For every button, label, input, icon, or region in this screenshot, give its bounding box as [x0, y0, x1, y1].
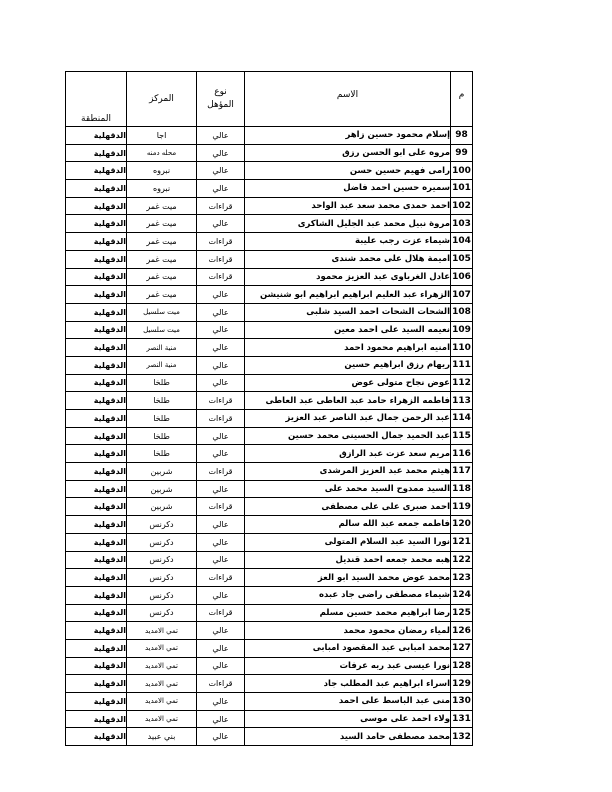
row-name: شيماء عزت رجب عليبة — [245, 233, 451, 251]
row-qualification: عالي — [197, 162, 245, 180]
row-qualification: عالي — [197, 339, 245, 357]
table-row — [66, 657, 473, 675]
row-center: تمي الامديد — [127, 639, 197, 657]
row-name: هيثم محمد عبد العزيز المرشدى — [245, 463, 451, 481]
row-qualification: عالي — [197, 427, 245, 445]
row-name: سميره حسين احمد فاضل — [245, 180, 451, 198]
row-qualification: قراءات — [197, 410, 245, 428]
row-qualification: عالي — [197, 622, 245, 640]
table-row — [66, 480, 473, 498]
row-center: شربين — [127, 480, 197, 498]
row-index: 111 — [451, 356, 473, 374]
row-center: محله دمنه — [127, 144, 197, 162]
row-index: 107 — [451, 286, 473, 304]
row-index: 125 — [451, 604, 473, 622]
row-center: ميت غمر — [127, 250, 197, 268]
row-qualification: عالي — [197, 127, 245, 145]
row-name: منى عبد الباسط على احمد — [245, 693, 451, 711]
row-name: شيماء مصطفى راضى جاد عبده — [245, 586, 451, 604]
row-center: ميت سلسيل — [127, 303, 197, 321]
row-center: ميت غمر — [127, 233, 197, 251]
row-region: الدقهلية — [66, 321, 127, 339]
row-qualification: قراءات — [197, 604, 245, 622]
row-name: فاطمه جمعه عبد الله سالم — [245, 516, 451, 534]
row-region: الدقهلية — [66, 463, 127, 481]
table-row — [66, 693, 473, 711]
table-row — [66, 356, 473, 374]
row-center: تمي الامديد — [127, 693, 197, 711]
row-center: شربين — [127, 498, 197, 516]
row-region: الدقهلية — [66, 604, 127, 622]
row-center: نبروه — [127, 162, 197, 180]
row-qualification: قراءات — [197, 569, 245, 587]
row-index: 117 — [451, 463, 473, 481]
row-region: الدقهلية — [66, 144, 127, 162]
row-center: ميت غمر — [127, 268, 197, 286]
row-qualification: عالي — [197, 215, 245, 233]
row-region: الدقهلية — [66, 569, 127, 587]
row-center: منية النصر — [127, 339, 197, 357]
row-center: دكرنس — [127, 516, 197, 534]
table-row — [66, 604, 473, 622]
row-region: الدقهلية — [66, 162, 127, 180]
row-region: الدقهلية — [66, 233, 127, 251]
row-region: الدقهلية — [66, 127, 127, 145]
row-name: مريم سعد عزت عبد الرازق — [245, 445, 451, 463]
row-center: تمي الامديد — [127, 710, 197, 728]
row-qualification: عالي — [197, 480, 245, 498]
header-qualification: نوع المؤهل — [197, 72, 245, 127]
row-index: 121 — [451, 533, 473, 551]
row-name: مروة نبيل محمد عبد الجليل الشاكرى — [245, 215, 451, 233]
row-region: الدقهلية — [66, 339, 127, 357]
table-row — [66, 586, 473, 604]
row-qualification: عالي — [197, 551, 245, 569]
table-row — [66, 710, 473, 728]
row-region: الدقهلية — [66, 215, 127, 233]
row-qualification: عالي — [197, 728, 245, 746]
row-name: محمد عوض محمد السيد ابو العز — [245, 569, 451, 587]
row-region: الدقهلية — [66, 586, 127, 604]
row-qualification: عالي — [197, 144, 245, 162]
row-region: الدقهلية — [66, 374, 127, 392]
row-center: ميت غمر — [127, 286, 197, 304]
row-center: بني عبيد — [127, 728, 197, 746]
row-region: الدقهلية — [66, 728, 127, 746]
table-row — [66, 463, 473, 481]
row-region: الدقهلية — [66, 180, 127, 198]
row-qualification: عالي — [197, 286, 245, 304]
row-center: تمي الامديد — [127, 622, 197, 640]
row-center: تمي الامديد — [127, 657, 197, 675]
row-qualification: قراءات — [197, 233, 245, 251]
row-center: دكرنس — [127, 604, 197, 622]
row-index: 102 — [451, 197, 473, 215]
row-region: الدقهلية — [66, 516, 127, 534]
row-region: الدقهلية — [66, 392, 127, 410]
table-row — [66, 197, 473, 215]
table-row — [66, 303, 473, 321]
row-region: الدقهلية — [66, 551, 127, 569]
table-row — [66, 533, 473, 551]
row-name: نعيمه السيد على احمد معين — [245, 321, 451, 339]
row-index: 100 — [451, 162, 473, 180]
row-region: الدقهلية — [66, 303, 127, 321]
row-center: دكرنس — [127, 586, 197, 604]
table-row — [66, 215, 473, 233]
row-index: 109 — [451, 321, 473, 339]
table-row — [66, 728, 473, 746]
table-row — [66, 622, 473, 640]
row-index: 130 — [451, 693, 473, 711]
row-region: الدقهلية — [66, 622, 127, 640]
row-center: طلخا — [127, 410, 197, 428]
row-qualification: قراءات — [197, 463, 245, 481]
row-index: 105 — [451, 250, 473, 268]
table-row — [66, 268, 473, 286]
row-center: طلخا — [127, 374, 197, 392]
header-row — [66, 72, 473, 127]
row-center: شربين — [127, 463, 197, 481]
row-index: 131 — [451, 710, 473, 728]
table-row — [66, 498, 473, 516]
row-name: الشحات الشحات احمد السيد شلبى — [245, 303, 451, 321]
row-name: هبه محمد جمعه احمد قنديل — [245, 551, 451, 569]
row-index: 118 — [451, 480, 473, 498]
row-index: 99 — [451, 144, 473, 162]
row-region: الدقهلية — [66, 498, 127, 516]
row-name: فاطمه الزهراء حامد عبد العاطى عبد العاطى — [245, 392, 451, 410]
row-index: 128 — [451, 657, 473, 675]
row-index: 103 — [451, 215, 473, 233]
row-name: إسلام محمود حسين زاهر — [245, 127, 451, 145]
row-name: عبد الحميد جمال الحسينى محمد حسين — [245, 427, 451, 445]
row-name: الزهراء عبد العليم ابراهيم ابراهيم ابو شنيشن — [245, 286, 451, 304]
row-qualification: عالي — [197, 586, 245, 604]
row-index: 129 — [451, 675, 473, 693]
row-region: الدقهلية — [66, 427, 127, 445]
table-row — [66, 551, 473, 569]
row-center: ميت غمر — [127, 215, 197, 233]
row-center: اجا — [127, 127, 197, 145]
row-region: الدقهلية — [66, 250, 127, 268]
row-region: الدقهلية — [66, 693, 127, 711]
row-name: محمد امبابى عبد المقصود امبابى — [245, 639, 451, 657]
row-name: احمد صبرى على على مصطفى — [245, 498, 451, 516]
participants-table — [65, 71, 473, 746]
row-qualification: عالي — [197, 516, 245, 534]
row-region: الدقهلية — [66, 533, 127, 551]
row-name: محمد مصطفى حامد السيد — [245, 728, 451, 746]
row-center: دكرنس — [127, 533, 197, 551]
row-index: 119 — [451, 498, 473, 516]
table-row — [66, 569, 473, 587]
row-index: 101 — [451, 180, 473, 198]
row-qualification: عالي — [197, 657, 245, 675]
row-index: 127 — [451, 639, 473, 657]
row-name: مروه على ابو الحسن رزق — [245, 144, 451, 162]
row-region: الدقهلية — [66, 639, 127, 657]
row-qualification: قراءات — [197, 498, 245, 516]
table-row — [66, 321, 473, 339]
table-row — [66, 410, 473, 428]
row-center: دكرنس — [127, 551, 197, 569]
table-row — [66, 162, 473, 180]
row-center: طلخا — [127, 427, 197, 445]
row-index: 112 — [451, 374, 473, 392]
row-name: عادل الغرباوى عبد العزيز محمود — [245, 268, 451, 286]
row-name: اميمة هلال على محمد شندى — [245, 250, 451, 268]
row-qualification: عالي — [197, 303, 245, 321]
row-qualification: عالي — [197, 639, 245, 657]
row-region: الدقهلية — [66, 445, 127, 463]
table-row — [66, 233, 473, 251]
row-region: الدقهلية — [66, 410, 127, 428]
row-qualification: قراءات — [197, 197, 245, 215]
row-center: نبروه — [127, 180, 197, 198]
row-index: 106 — [451, 268, 473, 286]
table-row — [66, 427, 473, 445]
row-center: دكرنس — [127, 569, 197, 587]
row-name: نورا السيد عبد السلام المتولى — [245, 533, 451, 551]
row-index: 98 — [451, 127, 473, 145]
row-name: عبد الرحمن جمال عبد الناصر عبد العزيز — [245, 410, 451, 428]
row-qualification: عالي — [197, 180, 245, 198]
row-name: رضا ابراهيم محمد حسين مسلم — [245, 604, 451, 622]
row-qualification: عالي — [197, 356, 245, 374]
table-row — [66, 127, 473, 145]
row-center: ميت سلسيل — [127, 321, 197, 339]
row-qualification: عالي — [197, 693, 245, 711]
row-qualification: عالي — [197, 374, 245, 392]
row-region: الدقهلية — [66, 657, 127, 675]
row-index: 120 — [451, 516, 473, 534]
table-row — [66, 392, 473, 410]
row-name: احمد حمدى محمد سعد عبد الواحد — [245, 197, 451, 215]
row-index: 108 — [451, 303, 473, 321]
row-qualification: قراءات — [197, 392, 245, 410]
header-name: الاسم — [245, 72, 451, 127]
row-region: الدقهلية — [66, 286, 127, 304]
row-name: اسراء ابراهيم عبد المطلب جاد — [245, 675, 451, 693]
row-center: طلخا — [127, 445, 197, 463]
row-index: 114 — [451, 410, 473, 428]
row-index: 123 — [451, 569, 473, 587]
table-row — [66, 516, 473, 534]
row-region: الدقهلية — [66, 268, 127, 286]
row-region: الدقهلية — [66, 675, 127, 693]
header-center: المركز — [127, 72, 197, 127]
row-name: ريهام رزق ابراهيم حسين — [245, 356, 451, 374]
row-index: 110 — [451, 339, 473, 357]
header-region: المنطقة — [66, 72, 127, 127]
row-qualification: عالي — [197, 321, 245, 339]
table-row — [66, 180, 473, 198]
row-index: 113 — [451, 392, 473, 410]
row-index: 122 — [451, 551, 473, 569]
table-row — [66, 250, 473, 268]
row-name: امنيه ابراهيم محمود احمد — [245, 339, 451, 357]
row-center: طلخا — [127, 392, 197, 410]
row-name: لمياء رمضان محمود محمد — [245, 622, 451, 640]
row-name: نورا عيسى عبد ربه عرفات — [245, 657, 451, 675]
row-index: 104 — [451, 233, 473, 251]
row-region: الدقهلية — [66, 710, 127, 728]
row-center: ميت غمر — [127, 197, 197, 215]
row-qualification: عالي — [197, 445, 245, 463]
row-region: الدقهلية — [66, 480, 127, 498]
table-row — [66, 445, 473, 463]
table-row — [66, 286, 473, 304]
row-qualification: عالي — [197, 533, 245, 551]
table-row — [66, 339, 473, 357]
row-qualification: عالي — [197, 710, 245, 728]
row-index: 115 — [451, 427, 473, 445]
row-qualification: قراءات — [197, 268, 245, 286]
row-index: 124 — [451, 586, 473, 604]
row-index: 132 — [451, 728, 473, 746]
row-center: منية النصر — [127, 356, 197, 374]
row-region: الدقهلية — [66, 356, 127, 374]
header-index: م — [451, 72, 473, 127]
row-name: رامى فهيم حسين حسن — [245, 162, 451, 180]
table-row — [66, 144, 473, 162]
table-row — [66, 374, 473, 392]
table-row — [66, 675, 473, 693]
row-name: ولاء احمد على موسى — [245, 710, 451, 728]
table-row — [66, 639, 473, 657]
row-center: تمي الامديد — [127, 675, 197, 693]
row-qualification: قراءات — [197, 250, 245, 268]
row-index: 126 — [451, 622, 473, 640]
row-region: الدقهلية — [66, 197, 127, 215]
row-index: 116 — [451, 445, 473, 463]
row-name: السيد ممدوح السيد محمد على — [245, 480, 451, 498]
row-qualification: قراءات — [197, 675, 245, 693]
row-name: عوض نجاح متولى عوض — [245, 374, 451, 392]
